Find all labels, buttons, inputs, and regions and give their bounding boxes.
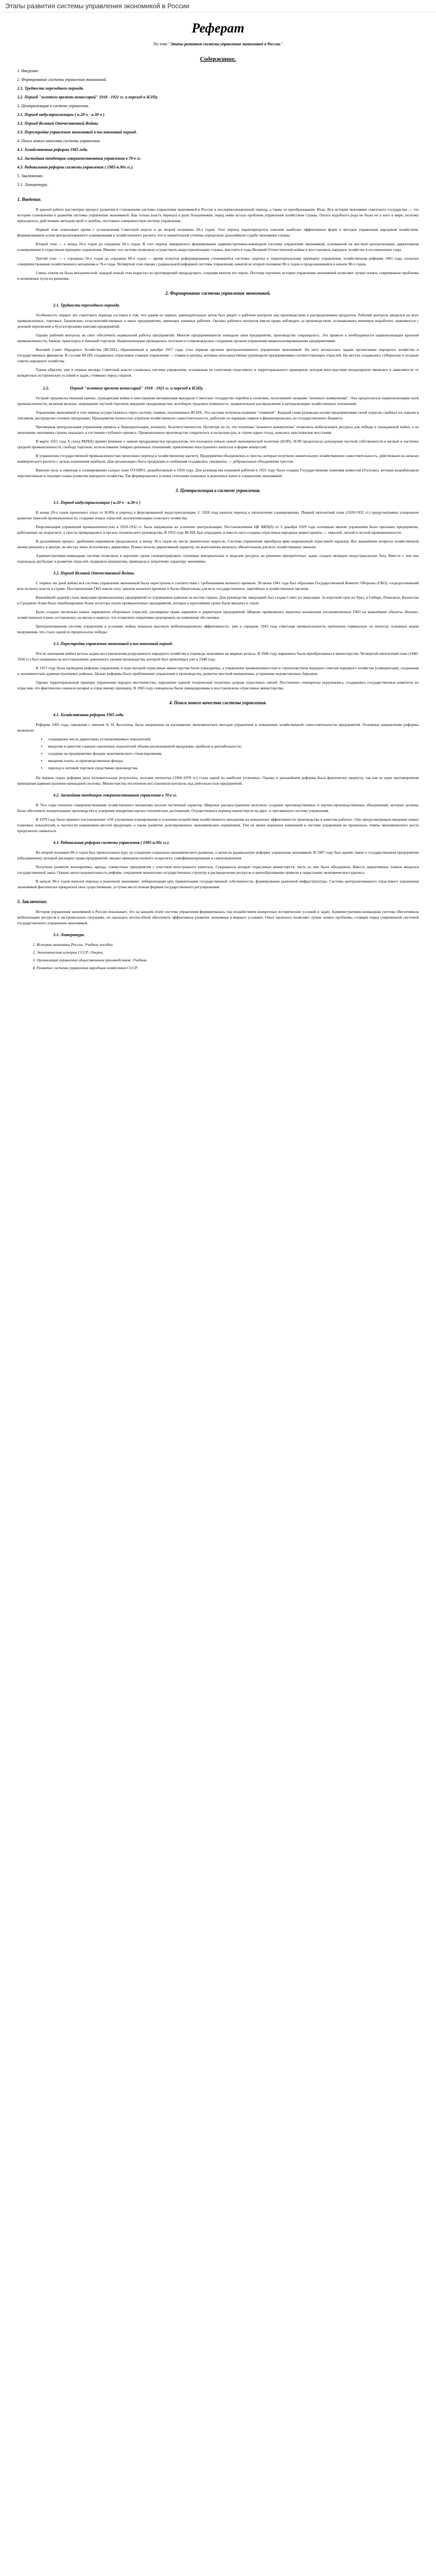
list-item: ▪ переход к оптовой торговле средствами производства. [48, 765, 419, 771]
toc-item-label: 3.2. Период Великой Отечественной Войны. [17, 121, 99, 126]
subsection-heading: 5.1. Литература. [53, 933, 85, 937]
list-item: ▪ сокращение числа директивно устанавливаемых показателей; [48, 736, 419, 742]
paragraph: Таким образом, уже в первые месяцы Советской власти сложилась система управления, основанная на сочетании отраслевого и территориального принципов, которая впоследствии неоднократно менялась в зависимости от конкретных исторических условий и задач, стоявших перед страной. [17, 367, 419, 378]
paragraph: На первых порах реформа дала положительные результаты: восьмая пятилетка (1966-1970 гг.) стала одной из наиболее успешных. Однако в дальнейшем реформа была фактически свернута, так как ее идеи противоречили принципам административно-командной системы. Министерства постепенно восстановили контроль над деятельностью предприятий. [17, 775, 419, 786]
list-item: ▪ введение платы за производственные фонды; [48, 758, 419, 764]
section-heading: 5. Заключение. [17, 899, 48, 904]
paragraph: Второй этап — с конца 20-х годов до середины 50-х годов. В этот период завершилось формирование административно-командной системы управления экономикой, основанной на жесткой централизации, директивном планировании и отраслевом принципе управления. Именно эта система позволила осуществить индустриализацию страны, выстоять в годы Великой Отечественной войны и восстановить народное хозяйство в послевоенные годы. [17, 242, 419, 252]
table-of-contents [18, 68, 419, 188]
list-item: ▪ введение в качестве главных оценочных показателей объема реализованной продукции, прибыли и рентабельности; [48, 743, 419, 749]
bibliography-item: 4. Развитие системы управления народным хозяйством СССР. [32, 965, 138, 970]
subsection-heading: 3.1. Период индустриализации ( н.20-х - к.30-х ) [53, 500, 141, 505]
subtitle-prefix: По теме " [153, 42, 170, 46]
paragraph: В управлении государственной промышленностью произошел переход к хозяйственному расчету. Предприятия объединялись в тресты, которые получили значительную хозяйственную самостоятельность, действовали на началах коммерческого расчета с целью извлечения прибыли. Для организации сбыта продукции и снабжения создавались синдикаты — добровольные объединения трестов. [17, 453, 419, 464]
paragraph: Было создано несколько новых наркоматов оборонных отраслей, расширены права наркомов и директоров предприятий. Широко применялась практика назначения уполномоченных ГКО на важнейшие объекты. Военно-хозяйственные планы составлялись на месяц и квартал, что позволяло оперативно реагировать на изменения обстановки. [17, 609, 419, 620]
paragraph: В конце 20-х годов произошел отказ от НЭПа и переход к форсированной индустриализации. С 1928 года начался переход к пятилетнему планированию. Первый пятилетний план (1928-1932 гг.) предусматривал ускоренное развитие тяжелой промышленности, создание новых отраслей, коллективизацию сельского хозяйства. [17, 510, 419, 520]
paragraph: В 70-е годы попытки совершенствования хозяйственного механизма носили частичный характер. Широкое распространение получило создание производственных и научно-производственных объединений, которые должны были обеспечить концентрацию производства и ускорение внедрения научно-технических достижений. Осуществлялся перевод министерств на двух- и трехзвенную систему управления. [17, 803, 419, 813]
toc-item-label: 4.1. Хозяйственная реформа 1965 года. [17, 147, 89, 152]
subtitle-topic: Этапы развития системы управления экономикой в России. [170, 42, 281, 46]
paragraph: В начале 90-х годов начался переход к рыночной экономике: либерализация цен, приватизация государственной собственности, формирование рыночной инфраструктуры. Система централизованного отраслевого управления экономикой фактически прекратила свое существование, уступив место новым формам государственного регулирования. [17, 879, 419, 889]
toc-item-label: 2.1. Трудности переходного периода. [17, 86, 84, 91]
section-heading: 3. Централизация в системе управления. [175, 488, 261, 493]
paragraph: Однако рабочий контроль не смог обеспечить нормальной работы предприятий. Многие предприниматели покидали свои предприятия, производство сокращалось. Это привело к необходимости национализации крупной промышленности, банков, транспорта и внешней торговли. Национализация проводилась поэтапно и сопровождалась созданием органов управления национализированными предприятиями. [17, 333, 419, 343]
document-body [18, 197, 419, 971]
paragraph: Управление экономикой в этот период осуществлялось через систему главков, подчиненных ВСНХ. Эта система получила название "главкизм". Каждый главк руководил всеми предприятиями своей отрасли, снабжал их сырьем и топливом, распределял готовую продукцию. Предприятия полностью утратили хозяйственную самостоятельность, работали по нарядам главков и финансировались из государственного бюджета. [17, 410, 419, 420]
section-heading: 1. Введение. [17, 197, 42, 202]
bibliography [18, 942, 419, 971]
toc-item-label: 2.2. Период "золотого времени комиссарий" 1918 - 1921 гг. и переход к НЭПу. [17, 95, 159, 99]
subsection-title: Период "золотого времени комиссарий" 1918 - 1921 гг. и переход к НЭПу. [69, 386, 204, 391]
paragraph: Высший Совет Народного Хозяйства (ВСНХ), образованный в декабре 1917 года, стал первым органом централизованного управления экономикой. На него возлагалась задача организации народного хозяйства и государственных финансов. В составе ВСНХ создавались отраслевые главные управления — главки и центры, которые непосредственно руководили предприятиями соответствующих отраслей. На местах создавались губернские и уездные советы народного хозяйства. [17, 347, 419, 363]
subsection-heading [18, 385, 419, 391]
window-title: Этапы развития системы управления экономикой в России [0, 0, 436, 12]
section-heading: 4. Поиск нового качества системы управления. [169, 700, 267, 705]
paragraph: Первый этап охватывает время с установления Советской власти и до второй половины 20-х годов. Этот период характеризуется поиском наиболее эффективных форм и методов управления народным хозяйством, формированием основ централизованного планирования и хозяйственного расчета, что в значительной степени определило дальнейшую судьбу экономики страны. [17, 227, 419, 238]
paragraph: После окончания войны встала задача восстановления разрушенного народного хозяйства и перевода экономики на мирные рельсы. В 1946 году наркоматы были преобразованы в министерства. Четвертый пятилетний план (1946-1950 гг.) был направлен на восстановление довоенного уровня производства, который был превзойден уже в 1948 году. [17, 651, 419, 662]
bibliography-item: 1. История экономики России: Учебное пособие. [32, 942, 114, 947]
paragraph: В марте 1921 года X съезд РКП(б) принял решение о замене продразверстки продналогом, что положило начало новой экономической политике (НЭП). НЭП предполагал допущение частной собственности в мелкой и частично средней промышленности, свободу торговли, использование товарно-денежных отношений, привлечение иностранного капитала в форме концессий. [17, 439, 419, 449]
bibliography-item: 2. Экономическая история СССР: Очерки. [32, 950, 104, 955]
subsection-heading: 3.2. Период Великой Отечественной Войны. [53, 571, 135, 575]
bullet-list [18, 736, 419, 771]
paragraph: Важнейшей задачей стала эвакуация промышленных предприятий из угрожаемых районов на восток страны. Для руководства эвакуацией был создан Совет по эвакуации. За короткий срок на Урал, в Сибирь, Поволжье, Казахстан и Среднюю Азию было перебазировано более полутора тысяч промышленных предприятий, которые в кратчайшие сроки были введены в строй. [17, 595, 419, 605]
paragraph: С первых же дней войны вся система управления экономикой была перестроена в соответствии с требованиями военного времени. 30 июня 1941 года был образован Государственный Комитет Обороны (ГКО), сосредоточивший всю полноту власти в стране. Постановления ГКО имели силу законов военного времени и были обязательны для всех государственных, партийных и хозяйственных органов. [17, 581, 419, 591]
subsection-heading: 2.1. Трудности переходного периода. [53, 303, 120, 308]
toc-item[interactable] [18, 94, 419, 100]
paragraph: Получили развитие кооперативы, аренда, совместные предприятия с участием иностранного капитала. Сокращался аппарат отраслевых министерств, часть из них была объединена. Вместо директивных планов вводился государственный заказ. Однако непоследовательность реформ, сохранение монополии государственных структур в распределении ресурсов и ценообразовании привели к нарастанию экономического кризиса. [17, 865, 419, 875]
toc-item-label: 3.1. Период индустриализации ( н.20-х - к.30-х ) [17, 112, 104, 117]
paragraph: Реформа 1965 года, связанная с именем А. Н. Косыгина, была направлена на расширение экономических методов управления и повышение хозяйственной самостоятельности предприятий. Основные направления реформы включали: [17, 722, 419, 733]
toc-item-label: 4.2. Застойная тенденция совершенствования управления в 70-е гг. [17, 156, 141, 161]
subtitle-suffix: " [281, 42, 283, 46]
paragraph: Смена этапов не была механической: каждый новый этап вырастал из противоречий предыдущего, сохраняя многие его черты. Поэтому изучение истории управления экономикой позволяет лучше понять современные проблемы и возможные пути их решения. [17, 270, 419, 281]
paragraph: Острый продовольственный кризис, гражданская война и иностранная интервенция вынудили Советское государство перейти к политике, получившей название "военного коммунизма". Она предполагала национализацию всей промышленности, включая мелкую, запрещение частной торговли, введение продразверстки, всеобщую трудовую повинность, уравнительное распределение и натурализацию хозяйственных отношений. [17, 396, 419, 406]
paragraph: Важную роль в переходе к планированию сыграл план ГОЭЛРО, разработанный в 1920 году. Для руководства плановой работой в 1921 году была создана Государственная плановая комиссия (Госплан), которая разрабатывала перспективные и текущие планы развития народного хозяйства. Так формировались основы сочетания плановых и рыночных начал в управлении экономикой. [17, 468, 419, 478]
toc-item-label: 5.1. Литература. [17, 182, 48, 187]
subsection-heading: 4.3. Радикальная реформа системы управления ( 1985-н.90х гг.). [53, 840, 170, 845]
toc-item-label: 3.3. Перестройка управления экономикой в послевоенный период. [17, 130, 137, 134]
paragraph: Третий этап — с середины 50-х годов до середины 80-х годов — время попыток реформирования сложившейся системы: переход к территориальному принципу управления, хозяйственная реформа 1965 года, попытки совершенствования хозяйственного механизма в 70-е годы. Четвертый этап связан с радикальной реформой системы управления, начатой во второй половине 80-х годов и продолжившейся в начале 90-х годов. [17, 256, 419, 266]
paragraph: Административно-командная система позволила в короткие сроки сконцентрировать огромные материальные и людские ресурсы на решении приоритетных задач, создать мощную индустриальную базу. Вместе с тем она порождала дисбаланс в развитии отраслей, подавляла инициативу, приводила к затратному характеру экономики. [17, 553, 419, 564]
toc-item[interactable] [18, 112, 419, 117]
toc-item[interactable] [18, 77, 419, 82]
toc-item[interactable] [18, 138, 419, 144]
toc-item[interactable] [18, 182, 419, 188]
paragraph: В данной работе рассмотрен процесс развития и становления системы управления экономикой в России в послереволюционный период, а также ее преобразования. Итак. Вся история экономики советского государства — это история становления и развития системы управления экономикой. Как только власть перешла в руки большевиков, перед ними встала проблема управления хозяйством страны. Опыта подобного рода не было ни у кого в мире, поэтому приходилось действовать методом проб и ошибок, постоянно совершенствуя систему управления. [17, 207, 419, 223]
toc-item[interactable] [18, 68, 419, 74]
paragraph: Реорганизация управления промышленностью в 1929-1932 гг. была направлена на усиление централизации. Постановлением ЦК ВКП(б) от 5 декабря 1929 года основным звеном управления было признано предприятие, работающее на хозрасчете, а тресты превращались в органы технического руководства. В 1932 году ВСНХ был упразднен, и вместо него созданы отраслевые народные комиссариаты — тяжелой, легкой и лесной промышленности. [17, 524, 419, 535]
paragraph: Однако территориальный принцип управления породил местничество, нарушение единой технической политики, разрыв отраслевых связей. Постепенно совнархозы укрупнялись, создавались государственные комитеты по отраслям, что фактически означало возврат к отраслевому принципу. В 1965 году совнархозы были ликвидированы и восстановлены отраслевые министерства. [17, 680, 419, 690]
toc-item-label: 5. Заключение. [17, 174, 44, 178]
toc-item[interactable] [18, 129, 419, 135]
toc-item-label: 4.3. Радикальная реформа системы управления ( 1985-н.90х гг.). [17, 165, 134, 170]
toc-item-label: 1. Введение. [17, 69, 39, 73]
toc-item-label: 4. Поиск нового качества системы управления. [17, 139, 101, 143]
toc-item[interactable] [18, 86, 419, 91]
toc-item-label: 3. Централизация в системе управления. [17, 104, 90, 108]
paragraph: Особенность первых лет советского периода состояла в том, что одним из первых законодательных актов был декрет о рабочем контроле над производством и распределением продуктов. Рабочий контроль вводился на всех промышленных, торговых, банковских, сельскохозяйственных и иных предприятиях, имеющих наемных рабочих. Органы рабочего контроля имели право наблюдать за производством, устанавливать минимум выработки, знакомиться с деловой перепиской и бухгалтерскими книгами предприятий. [17, 313, 419, 329]
paragraph: Централизованная система управления в условиях войны показала высокую мобилизационную эффективность: уже к середине 1943 года советская промышленность превзошла германскую по выпуску основных видов вооружения, что стало одной из предпосылок победы. [17, 624, 419, 634]
document-title: Реферат [191, 21, 245, 36]
toc-item[interactable] [18, 121, 419, 126]
subsection-number: 2.2. [43, 386, 49, 391]
paragraph: Во второй половине 80-х годов был провозглашен курс на ускорение социально-экономического развития, а затем на радикальную реформу управления экономикой. В 1987 году был принят Закон о государственном предприятии (объединении), который расширял права предприятий, вводил принципы полного хозрасчета, самофинансирования и самоуправления. [17, 850, 419, 860]
section-heading: 2. Формирование системы управления экономикой. [165, 291, 271, 296]
paragraph: В дальнейшем процесс дробления наркоматов продолжался: к концу 30-х годов их число значительно выросло. Система управления приобрела ярко выраженный отраслевой характер. Все важнейшие вопросы хозяйственной жизни решались в центре, на местах лишь исполнялись директивы. Планы носили директивный характер, их выполнение являлось обязательным для всех хозяйственных звеньев. [17, 539, 419, 549]
document-subtitle [18, 41, 419, 47]
toc-heading: Содержание. [200, 55, 236, 62]
paragraph: История управления экономикой в России показывает, что на каждом этапе система управления формировалась под воздействием конкретных исторических условий и задач. Административно-командная система обеспечивала мобилизацию ресурсов в экстремальных ситуациях, но оказалась неспособной обеспечить эффективное развитие экономики в мирных условиях. Опыт прошлого позволяет лучше понять проблемы, стоящие перед современной системой государственного управления экономикой. [17, 909, 419, 925]
subsection-heading: 4.1. Хозяйственная реформа 1965 года. [53, 713, 125, 717]
toc-item[interactable] [18, 173, 419, 179]
toc-item[interactable] [18, 164, 419, 170]
paragraph: В 1979 году было принято постановление «Об улучшении планирования и усилении воздействия хозяйственного механизма на повышение эффективности производства и качества работы». Оно предусматривало введение новых плановых показателей, в частности нормативно-чистой продукции, а также развитие долговременных экономических нормативов. Тем не менее коренных изменений в системе управления не произошло, темпы экономического роста продолжали снижаться. [17, 817, 419, 833]
document-page [18, 21, 419, 971]
toc-item[interactable] [18, 156, 419, 161]
toc-item[interactable] [18, 103, 419, 109]
toc-item-label: 2. Формирование системы управления экономикой. [17, 77, 107, 82]
list-item: ▪ создание на предприятиях фондов экономического стимулирования; [48, 751, 419, 756]
toc-item[interactable] [18, 147, 419, 152]
subsection-heading: 4.2. Застойная тенденция совершенствования управления в 70-е гг. [53, 793, 177, 798]
paragraph: Чрезмерная централизация управления привела к бюрократизации, волоките, безответственности. Несмотря на то, что политика "военного коммунизма" позволила мобилизовать ресурсы для победы в гражданской войне, к ее окончанию экономика страны оказалась в состоянии глубокого кризиса. Промышленное производство сократилось в несколько раз, в стране царил голод, начались крестьянские восстания. [17, 425, 419, 435]
paragraph: В 1957 году была проведена реформа управления, в ходе которой отраслевые министерства были упразднены, а управление промышленностью и строительством передано советам народного хозяйства (совнархозам), созданным в экономических административных районах. Целью реформы было приближение управления к производству, развитие местной инициативы, устранение ведомственных барьеров. [17, 666, 419, 676]
bibliography-item: 3. Организация управления общественным производством: Учебник. [32, 958, 148, 962]
subsection-heading: 3.3. Перестройка управления экономикой в послевоенный период. [53, 641, 173, 646]
